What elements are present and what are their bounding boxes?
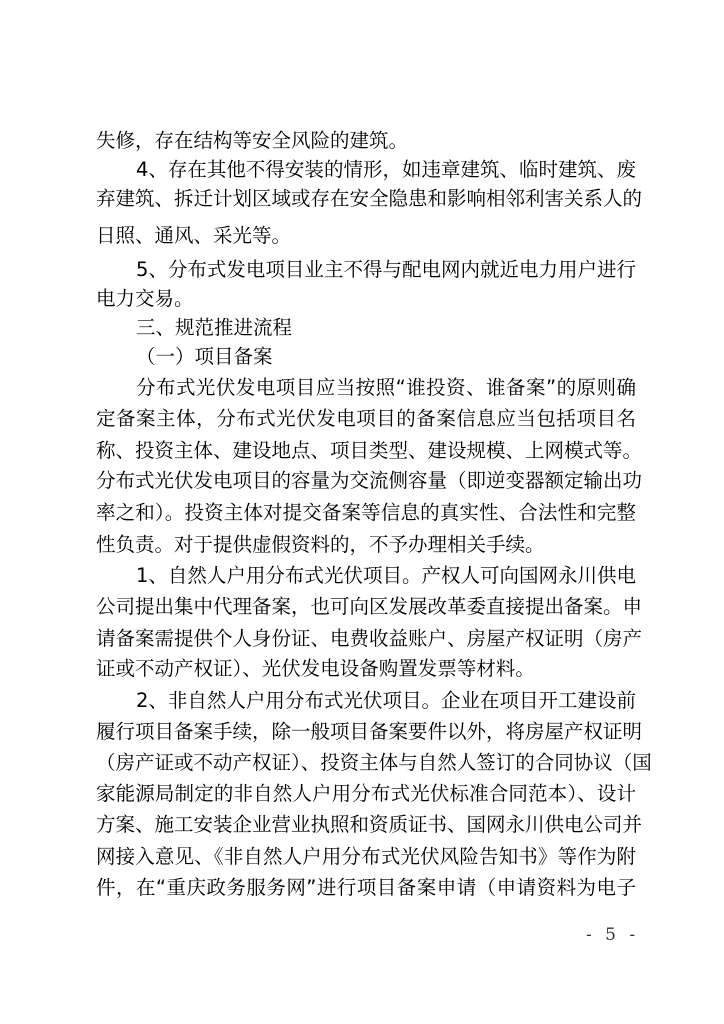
subsection-heading: （一）项目备案 (136, 345, 273, 368)
text-line: 性负责。对于提供虚假资料的，不予办理相关手续。 (96, 533, 545, 556)
text-line: 定备案主体，分布式光伏发电项目的备案信息应当包括项目名 (96, 407, 636, 430)
text-line: 1、自然人户用分布式光伏项目。产权人可向国网永川供电 (136, 564, 636, 587)
text-line: 公司提出集中代理备案，也可向区发展改革委直接提出备案。申 (96, 595, 643, 618)
text-line: 网接入意见、《非自然人户用分布式光伏风险告知书》等作为附 (96, 845, 636, 868)
text-line: 称、投资主体、建设地点、项目类型、建设规模、上网模式等。 (96, 439, 643, 462)
text-line: 5、分布式发电项目业主不得与配电网内就近电力用户进行 (136, 258, 636, 281)
page-number: - 5 - (586, 925, 640, 945)
text-line: 请备案需提供个人身份证、电费收益账户、房屋产权证明（房产 (96, 627, 643, 650)
section-heading: 三、规范推进流程 (136, 316, 293, 339)
text-line: 方案、施工安装企业营业执照和资质证书、国网永川供电公司并 (96, 813, 643, 836)
text-line: 弃建筑、拆迁计划区域或存在安全隐患和影响相邻利害关系人的 (96, 187, 643, 210)
text-line: （房产证或不动产权证）、投资主体与自然人签订的合同协议（国 (96, 751, 652, 774)
text-line: 日照、通风、采光等。 (96, 224, 292, 247)
text-line: 件，在“重庆政务服务网”进行项目备案申请（申请资料为电子 (96, 876, 636, 899)
text-line: 率之和）。投资主体对提交备案等信息的真实性、合法性和完整 (96, 501, 636, 524)
text-line: 4、存在其他不得安装的情形，如违章建筑、临时建筑、废 (136, 158, 636, 181)
text-line: 电力交易。 (96, 287, 194, 310)
text-line: 2、非自然人户用分布式光伏项目。企业在项目开工建设前 (136, 689, 636, 712)
text-line: 家能源局制定的非自然人户用分布式光伏标准合同范本）、设计 (96, 782, 636, 805)
text-line: 证或不动产权证）、光伏发电设备购置发票等材料。 (96, 657, 535, 680)
text-line: 分布式光伏发电项目的容量为交流侧容量（即逆变器额定输出功 (96, 469, 643, 492)
text-line: 分布式光伏发电项目应当按照“谁投资、谁备案”的原则确 (136, 376, 636, 399)
text-line: 履行项目备案手续，除一般项目备案要件以外，将房屋产权证明 (96, 720, 643, 743)
text-line: 失修，存在结构等安全风险的建筑。 (96, 129, 409, 152)
